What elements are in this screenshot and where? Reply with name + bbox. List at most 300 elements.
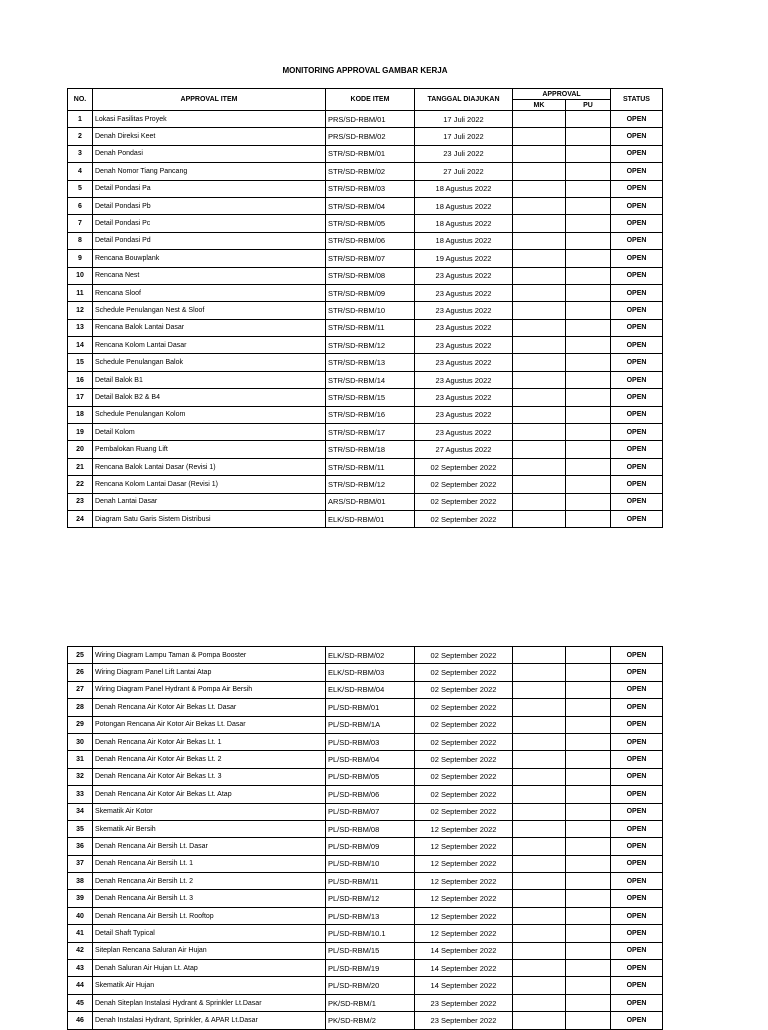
approval-pu bbox=[566, 925, 611, 942]
approval-item: Wiring Diagram Panel Hydrant & Pompa Air Bersih bbox=[93, 681, 326, 698]
kode-item: PL/SD-RBM/20 bbox=[326, 977, 415, 994]
approval-mk bbox=[513, 371, 566, 388]
header-tanggal-diajukan: TANGGAL DIAJUKAN bbox=[415, 89, 513, 111]
approval-mk bbox=[513, 855, 566, 872]
table-row bbox=[68, 1012, 663, 1029]
table-row bbox=[68, 111, 663, 128]
tanggal-diajukan: 23 Agustus 2022 bbox=[415, 424, 513, 441]
page-title: MONITORING APPROVAL GAMBAR KERJA bbox=[282, 66, 448, 75]
kode-item: PL/SD-RBM/09 bbox=[326, 838, 415, 855]
approval-pu bbox=[566, 128, 611, 145]
approval-pu bbox=[566, 406, 611, 423]
row-number: 34 bbox=[68, 803, 93, 820]
approval-pu bbox=[566, 267, 611, 284]
approval-pu bbox=[566, 855, 611, 872]
kode-item: STR/SD-RBM/04 bbox=[326, 197, 415, 214]
row-number: 28 bbox=[68, 699, 93, 716]
approval-mk bbox=[513, 250, 566, 267]
status-badge: OPEN bbox=[611, 111, 663, 128]
approval-mk bbox=[513, 1012, 566, 1029]
kode-item: PK/SD-RBM/2 bbox=[326, 1012, 415, 1029]
row-number: 21 bbox=[68, 458, 93, 475]
approval-item: Rencana Bouwplank bbox=[93, 250, 326, 267]
status-badge: OPEN bbox=[611, 128, 663, 145]
kode-item: PL/SD-RBM/01 bbox=[326, 699, 415, 716]
kode-item: STR/SD-RBM/06 bbox=[326, 232, 415, 249]
table-row bbox=[68, 751, 663, 768]
kode-item: STR/SD-RBM/15 bbox=[326, 389, 415, 406]
tanggal-diajukan: 18 Agustus 2022 bbox=[415, 180, 513, 197]
approval-pu bbox=[566, 510, 611, 527]
status-badge: OPEN bbox=[611, 1012, 663, 1029]
status-badge: OPEN bbox=[611, 873, 663, 890]
row-number: 17 bbox=[68, 389, 93, 406]
approval-item: Rencana Nest bbox=[93, 267, 326, 284]
kode-item: PL/SD-RBM/11 bbox=[326, 873, 415, 890]
tanggal-diajukan: 12 September 2022 bbox=[415, 890, 513, 907]
approval-pu bbox=[566, 389, 611, 406]
tanggal-diajukan: 02 September 2022 bbox=[415, 699, 513, 716]
status-badge: OPEN bbox=[611, 197, 663, 214]
approval-mk bbox=[513, 180, 566, 197]
status-badge: OPEN bbox=[611, 803, 663, 820]
tanggal-diajukan: 02 September 2022 bbox=[415, 647, 513, 664]
status-badge: OPEN bbox=[611, 250, 663, 267]
approval-item: Rencana Kolom Lantai Dasar (Revisi 1) bbox=[93, 476, 326, 493]
row-number: 19 bbox=[68, 424, 93, 441]
row-number: 32 bbox=[68, 768, 93, 785]
approval-mk bbox=[513, 994, 566, 1011]
status-badge: OPEN bbox=[611, 838, 663, 855]
approval-mk bbox=[513, 476, 566, 493]
tanggal-diajukan: 02 September 2022 bbox=[415, 786, 513, 803]
status-badge: OPEN bbox=[611, 354, 663, 371]
approval-mk bbox=[513, 664, 566, 681]
approval-pu bbox=[566, 751, 611, 768]
table-row bbox=[68, 716, 663, 733]
kode-item: STR/SD-RBM/02 bbox=[326, 163, 415, 180]
approval-item: Denah Rencana Air Kotor Air Bekas Lt. 1 bbox=[93, 733, 326, 750]
table-row bbox=[68, 890, 663, 907]
status-badge: OPEN bbox=[611, 510, 663, 527]
row-number: 8 bbox=[68, 232, 93, 249]
status-badge: OPEN bbox=[611, 925, 663, 942]
tanggal-diajukan: 14 September 2022 bbox=[415, 942, 513, 959]
table-row bbox=[68, 907, 663, 924]
approval-mk bbox=[513, 441, 566, 458]
approval-item: Denah Rencana Air Kotor Air Bekas Lt. 3 bbox=[93, 768, 326, 785]
row-number: 22 bbox=[68, 476, 93, 493]
row-number: 23 bbox=[68, 493, 93, 510]
approval-pu bbox=[566, 215, 611, 232]
approval-pu bbox=[566, 890, 611, 907]
tanggal-diajukan: 18 Agustus 2022 bbox=[415, 215, 513, 232]
approval-mk bbox=[513, 163, 566, 180]
approval-mk bbox=[513, 925, 566, 942]
table-row bbox=[68, 493, 663, 510]
approval-item: Schedule Penulangan Balok bbox=[93, 354, 326, 371]
approval-mk bbox=[513, 232, 566, 249]
header-approval: APPROVAL bbox=[513, 89, 611, 100]
row-number: 43 bbox=[68, 960, 93, 977]
kode-item: PL/SD-RBM/06 bbox=[326, 786, 415, 803]
kode-item: PL/SD-RBM/08 bbox=[326, 820, 415, 837]
table-row bbox=[68, 786, 663, 803]
status-badge: OPEN bbox=[611, 371, 663, 388]
kode-item: STR/SD-RBM/08 bbox=[326, 267, 415, 284]
kode-item: STR/SD-RBM/03 bbox=[326, 180, 415, 197]
approval-item: Denah Siteplan Instalasi Hydrant & Sprinkler Lt.Dasar bbox=[93, 994, 326, 1011]
status-badge: OPEN bbox=[611, 960, 663, 977]
header-kode-item: KODE ITEM bbox=[326, 89, 415, 111]
approval-mk bbox=[513, 319, 566, 336]
table-row bbox=[68, 215, 663, 232]
kode-item: STR/SD-RBM/09 bbox=[326, 284, 415, 301]
approval-pu bbox=[566, 284, 611, 301]
approval-item: Denah Lantai Dasar bbox=[93, 493, 326, 510]
kode-item: PL/SD-RBM/05 bbox=[326, 768, 415, 785]
status-badge: OPEN bbox=[611, 302, 663, 319]
approval-item: Denah Instalasi Hydrant, Sprinkler, & APAR Lt.Dasar bbox=[93, 1012, 326, 1029]
tanggal-diajukan: 27 Juli 2022 bbox=[415, 163, 513, 180]
approval-pu bbox=[566, 371, 611, 388]
status-badge: OPEN bbox=[611, 994, 663, 1011]
approval-pu bbox=[566, 942, 611, 959]
approval-item: Denah Rencana Air Bersih Lt. 2 bbox=[93, 873, 326, 890]
kode-item: STR/SD-RBM/10 bbox=[326, 302, 415, 319]
approval-pu bbox=[566, 424, 611, 441]
approval-pu bbox=[566, 838, 611, 855]
header-mk: MK bbox=[513, 100, 566, 111]
row-number: 35 bbox=[68, 820, 93, 837]
approval-item: Denah Direksi Keet bbox=[93, 128, 326, 145]
table-row bbox=[68, 232, 663, 249]
row-number: 30 bbox=[68, 733, 93, 750]
approval-item: Detail Shaft Typical bbox=[93, 925, 326, 942]
tanggal-diajukan: 12 September 2022 bbox=[415, 925, 513, 942]
table-row bbox=[68, 458, 663, 475]
kode-item: STR/SD-RBM/05 bbox=[326, 215, 415, 232]
kode-item: STR/SD-RBM/11 bbox=[326, 458, 415, 475]
tanggal-diajukan: 23 Agustus 2022 bbox=[415, 371, 513, 388]
approval-item: Detail Balok B1 bbox=[93, 371, 326, 388]
status-badge: OPEN bbox=[611, 907, 663, 924]
tanggal-diajukan: 12 September 2022 bbox=[415, 820, 513, 837]
row-number: 42 bbox=[68, 942, 93, 959]
kode-item: ARS/SD-RBM/01 bbox=[326, 493, 415, 510]
table-row bbox=[68, 145, 663, 162]
approval-mk bbox=[513, 733, 566, 750]
tanggal-diajukan: 02 September 2022 bbox=[415, 476, 513, 493]
approval-item: Pembalokan Ruang Lift bbox=[93, 441, 326, 458]
table-row bbox=[68, 960, 663, 977]
status-badge: OPEN bbox=[611, 284, 663, 301]
table-row bbox=[68, 664, 663, 681]
approval-item: Detail Pondasi Pa bbox=[93, 180, 326, 197]
approval-mk bbox=[513, 960, 566, 977]
status-badge: OPEN bbox=[611, 977, 663, 994]
tanggal-diajukan: 02 September 2022 bbox=[415, 768, 513, 785]
table-row bbox=[68, 441, 663, 458]
approval-mk bbox=[513, 768, 566, 785]
status-badge: OPEN bbox=[611, 319, 663, 336]
table-row bbox=[68, 699, 663, 716]
approval-mk bbox=[513, 458, 566, 475]
row-number: 1 bbox=[68, 111, 93, 128]
row-number: 11 bbox=[68, 284, 93, 301]
row-number: 10 bbox=[68, 267, 93, 284]
tanggal-diajukan: 23 September 2022 bbox=[415, 1012, 513, 1029]
tanggal-diajukan: 23 Agustus 2022 bbox=[415, 319, 513, 336]
row-number: 40 bbox=[68, 907, 93, 924]
approval-mk bbox=[513, 873, 566, 890]
kode-item: STR/SD-RBM/14 bbox=[326, 371, 415, 388]
table-row bbox=[68, 681, 663, 698]
approval-mk bbox=[513, 284, 566, 301]
kode-item: PL/SD-RBM/19 bbox=[326, 960, 415, 977]
approval-pu bbox=[566, 493, 611, 510]
approval-pu bbox=[566, 768, 611, 785]
approval-item: Denah Saluran Air Hujan Lt. Atap bbox=[93, 960, 326, 977]
approval-item: Skematik Air Bersih bbox=[93, 820, 326, 837]
status-badge: OPEN bbox=[611, 232, 663, 249]
approval-pu bbox=[566, 180, 611, 197]
tanggal-diajukan: 02 September 2022 bbox=[415, 493, 513, 510]
table-row bbox=[68, 371, 663, 388]
kode-item: PL/SD-RBM/13 bbox=[326, 907, 415, 924]
approval-item: Denah Pondasi bbox=[93, 145, 326, 162]
approval-pu bbox=[566, 145, 611, 162]
status-badge: OPEN bbox=[611, 441, 663, 458]
approval-mk bbox=[513, 197, 566, 214]
row-number: 16 bbox=[68, 371, 93, 388]
status-badge: OPEN bbox=[611, 716, 663, 733]
row-number: 33 bbox=[68, 786, 93, 803]
approval-pu bbox=[566, 458, 611, 475]
table-row bbox=[68, 820, 663, 837]
status-badge: OPEN bbox=[611, 699, 663, 716]
row-number: 26 bbox=[68, 664, 93, 681]
approval-mk bbox=[513, 267, 566, 284]
status-badge: OPEN bbox=[611, 458, 663, 475]
approval-pu bbox=[566, 232, 611, 249]
table-row bbox=[68, 803, 663, 820]
status-badge: OPEN bbox=[611, 942, 663, 959]
kode-item: PL/SD-RBM/07 bbox=[326, 803, 415, 820]
table-row bbox=[68, 406, 663, 423]
row-number: 5 bbox=[68, 180, 93, 197]
approval-pu bbox=[566, 111, 611, 128]
status-badge: OPEN bbox=[611, 267, 663, 284]
approval-item: Denah Rencana Air Bersih Lt. 1 bbox=[93, 855, 326, 872]
status-badge: OPEN bbox=[611, 681, 663, 698]
kode-item: ELK/SD-RBM/01 bbox=[326, 510, 415, 527]
row-number: 9 bbox=[68, 250, 93, 267]
approval-item: Detail Balok B2 & B4 bbox=[93, 389, 326, 406]
approval-mk bbox=[513, 907, 566, 924]
approval-mk bbox=[513, 215, 566, 232]
status-badge: OPEN bbox=[611, 389, 663, 406]
row-number: 44 bbox=[68, 977, 93, 994]
tanggal-diajukan: 12 September 2022 bbox=[415, 838, 513, 855]
approval-pu bbox=[566, 786, 611, 803]
table-row bbox=[68, 873, 663, 890]
approval-mk bbox=[513, 354, 566, 371]
tanggal-diajukan: 02 September 2022 bbox=[415, 681, 513, 698]
tanggal-diajukan: 02 September 2022 bbox=[415, 716, 513, 733]
tanggal-diajukan: 17 Juli 2022 bbox=[415, 111, 513, 128]
approval-pu bbox=[566, 664, 611, 681]
row-number: 15 bbox=[68, 354, 93, 371]
approval-item: Rencana Balok Lantai Dasar (Revisi 1) bbox=[93, 458, 326, 475]
approval-mk bbox=[513, 647, 566, 664]
approval-pu bbox=[566, 354, 611, 371]
row-number: 29 bbox=[68, 716, 93, 733]
approval-item: Rencana Sloof bbox=[93, 284, 326, 301]
status-badge: OPEN bbox=[611, 768, 663, 785]
approval-item: Denah Rencana Air Bersih Lt. Dasar bbox=[93, 838, 326, 855]
status-badge: OPEN bbox=[611, 406, 663, 423]
tanggal-diajukan: 18 Agustus 2022 bbox=[415, 232, 513, 249]
approval-item: Detail Kolom bbox=[93, 424, 326, 441]
kode-item: STR/SD-RBM/18 bbox=[326, 441, 415, 458]
table-row bbox=[68, 977, 663, 994]
approval-mk bbox=[513, 699, 566, 716]
kode-item: STR/SD-RBM/11 bbox=[326, 319, 415, 336]
tanggal-diajukan: 12 September 2022 bbox=[415, 873, 513, 890]
status-badge: OPEN bbox=[611, 215, 663, 232]
table-row bbox=[68, 354, 663, 371]
approval-mk bbox=[513, 803, 566, 820]
approval-mk bbox=[513, 302, 566, 319]
status-badge: OPEN bbox=[611, 751, 663, 768]
approval-item: Denah Rencana Air Bersih Lt. 3 bbox=[93, 890, 326, 907]
row-number: 37 bbox=[68, 855, 93, 872]
tanggal-diajukan: 02 September 2022 bbox=[415, 510, 513, 527]
table-row bbox=[68, 163, 663, 180]
kode-item: PRS/SD-RBM/01 bbox=[326, 111, 415, 128]
approval-item: Wiring Diagram Panel Lift Lantai Atap bbox=[93, 664, 326, 681]
table-row bbox=[68, 302, 663, 319]
tanggal-diajukan: 18 Agustus 2022 bbox=[415, 197, 513, 214]
table-row bbox=[68, 855, 663, 872]
header-approval-item: APPROVAL ITEM bbox=[93, 89, 326, 111]
row-number: 27 bbox=[68, 681, 93, 698]
approval-pu bbox=[566, 873, 611, 890]
approval-mk bbox=[513, 716, 566, 733]
table-row bbox=[68, 424, 663, 441]
approval-pu bbox=[566, 250, 611, 267]
approval-pu bbox=[566, 337, 611, 354]
table-body-part1 bbox=[68, 111, 663, 528]
table-row bbox=[68, 838, 663, 855]
kode-item: STR/SD-RBM/12 bbox=[326, 337, 415, 354]
approval-item: Detail Pondasi Pd bbox=[93, 232, 326, 249]
approval-mk bbox=[513, 977, 566, 994]
header-pu: PU bbox=[566, 100, 611, 111]
row-number: 2 bbox=[68, 128, 93, 145]
approval-mk bbox=[513, 786, 566, 803]
row-number: 45 bbox=[68, 994, 93, 1011]
approval-item: Rencana Balok Lantai Dasar bbox=[93, 319, 326, 336]
tanggal-diajukan: 23 Agustus 2022 bbox=[415, 302, 513, 319]
approval-item: Diagram Satu Garis Sistem Distribusi bbox=[93, 510, 326, 527]
tanggal-diajukan: 14 September 2022 bbox=[415, 977, 513, 994]
status-badge: OPEN bbox=[611, 476, 663, 493]
approval-mk bbox=[513, 890, 566, 907]
approval-pu bbox=[566, 699, 611, 716]
row-number: 12 bbox=[68, 302, 93, 319]
status-badge: OPEN bbox=[611, 493, 663, 510]
approval-mk bbox=[513, 681, 566, 698]
status-badge: OPEN bbox=[611, 647, 663, 664]
approval-item: Denah Rencana Air Bersih Lt. Rooftop bbox=[93, 907, 326, 924]
kode-item: PL/SD-RBM/1A bbox=[326, 716, 415, 733]
approval-mk bbox=[513, 145, 566, 162]
table-row bbox=[68, 337, 663, 354]
approval-pu bbox=[566, 820, 611, 837]
approval-item: Schedule Penulangan Kolom bbox=[93, 406, 326, 423]
status-badge: OPEN bbox=[611, 180, 663, 197]
tanggal-diajukan: 23 September 2022 bbox=[415, 994, 513, 1011]
kode-item: STR/SD-RBM/17 bbox=[326, 424, 415, 441]
approval-pu bbox=[566, 1012, 611, 1029]
kode-item: PK/SD-RBM/1 bbox=[326, 994, 415, 1011]
status-badge: OPEN bbox=[611, 424, 663, 441]
table-body-part2 bbox=[68, 647, 663, 1030]
kode-item: STR/SD-RBM/16 bbox=[326, 406, 415, 423]
row-number: 46 bbox=[68, 1012, 93, 1029]
table-row bbox=[68, 994, 663, 1011]
row-number: 39 bbox=[68, 890, 93, 907]
approval-item: Denah Rencana Air Kotor Air Bekas Lt. 2 bbox=[93, 751, 326, 768]
approval-pu bbox=[566, 681, 611, 698]
approval-pu bbox=[566, 319, 611, 336]
status-badge: OPEN bbox=[611, 337, 663, 354]
row-number: 4 bbox=[68, 163, 93, 180]
table-row bbox=[68, 180, 663, 197]
tanggal-diajukan: 17 Juli 2022 bbox=[415, 128, 513, 145]
kode-item: PL/SD-RBM/03 bbox=[326, 733, 415, 750]
table-row bbox=[68, 197, 663, 214]
status-badge: OPEN bbox=[611, 664, 663, 681]
kode-item: ELK/SD-RBM/03 bbox=[326, 664, 415, 681]
approval-item: Lokasi Fasilitas Proyek bbox=[93, 111, 326, 128]
status-badge: OPEN bbox=[611, 855, 663, 872]
status-badge: OPEN bbox=[611, 733, 663, 750]
kode-item: PL/SD-RBM/10.1 bbox=[326, 925, 415, 942]
table-row bbox=[68, 942, 663, 959]
approval-mk bbox=[513, 493, 566, 510]
table-row bbox=[68, 925, 663, 942]
row-number: 3 bbox=[68, 145, 93, 162]
approval-pu bbox=[566, 716, 611, 733]
approval-pu bbox=[566, 733, 611, 750]
approval-item: Schedule Penulangan Nest & Sloof bbox=[93, 302, 326, 319]
tanggal-diajukan: 23 Agustus 2022 bbox=[415, 284, 513, 301]
kode-item: PRS/SD-RBM/02 bbox=[326, 128, 415, 145]
approval-item: Denah Rencana Air Kotor Air Bekas Lt. Dasar bbox=[93, 699, 326, 716]
status-badge: OPEN bbox=[611, 890, 663, 907]
kode-item: PL/SD-RBM/10 bbox=[326, 855, 415, 872]
row-number: 13 bbox=[68, 319, 93, 336]
row-number: 38 bbox=[68, 873, 93, 890]
kode-item: PL/SD-RBM/15 bbox=[326, 942, 415, 959]
status-badge: OPEN bbox=[611, 145, 663, 162]
table-row bbox=[68, 733, 663, 750]
tanggal-diajukan: 12 September 2022 bbox=[415, 907, 513, 924]
kode-item: STR/SD-RBM/07 bbox=[326, 250, 415, 267]
